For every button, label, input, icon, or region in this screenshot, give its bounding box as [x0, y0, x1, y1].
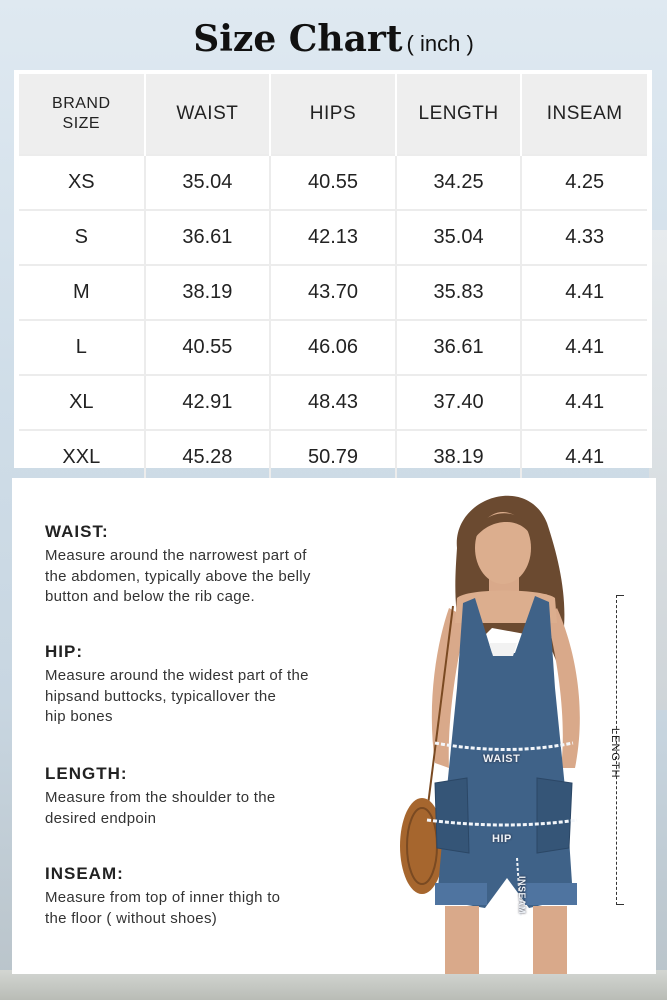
guide-waist-line: Measure around the narrowest part of — [45, 547, 307, 564]
cell-inseam: 4.41 — [521, 320, 647, 375]
model-figure — [397, 478, 656, 974]
cell-size: S — [19, 210, 145, 265]
header-hips: HIPS — [270, 74, 396, 155]
size-table — [19, 74, 647, 484]
cell-inseam: 4.33 — [521, 210, 647, 265]
cell-hips: 48.43 — [270, 375, 396, 430]
guide-hip-heading: HIP: — [45, 642, 83, 661]
guide-waist-line: the abdomen, typically above the belly — [45, 567, 311, 585]
header-inseam: INSEAM — [521, 74, 647, 155]
title-unit: ( inch ) — [406, 31, 474, 56]
guide-length-line: desired endpoin — [45, 809, 157, 827]
cell-waist: 38.19 — [145, 265, 271, 320]
cell-inseam: 4.25 — [521, 155, 647, 210]
figure-label-length: LENGTH — [609, 728, 621, 779]
guide-waist — [45, 522, 375, 608]
cell-inseam: 4.41 — [521, 375, 647, 430]
cell-waist: 35.04 — [145, 155, 271, 210]
table-header-row — [19, 74, 647, 155]
cell-length: 35.83 — [396, 265, 522, 320]
title-main: Size Chart — [193, 18, 403, 60]
header-brand-size — [19, 74, 145, 155]
table-row — [19, 375, 647, 430]
cell-length: 37.40 — [396, 375, 522, 430]
table-row — [19, 265, 647, 320]
guide-length-text — [45, 788, 375, 829]
cell-size: XXL — [19, 430, 145, 484]
guide-inseam-line: Measure from top of inner thigh to — [45, 889, 281, 906]
cell-length: 35.04 — [396, 210, 522, 265]
guide-hip — [45, 642, 375, 728]
header-brand-line1: BRAND — [52, 95, 111, 112]
cell-hips: 50.79 — [270, 430, 396, 484]
cell-hips: 43.70 — [270, 265, 396, 320]
header-waist: WAIST — [145, 74, 271, 155]
guide-length-heading: LENGTH: — [45, 764, 128, 783]
cell-size: XL — [19, 375, 145, 430]
cell-waist: 42.91 — [145, 375, 271, 430]
cell-waist: 40.55 — [145, 320, 271, 375]
background-ground — [0, 970, 667, 1000]
page-title — [0, 18, 667, 60]
cell-size: XS — [19, 155, 145, 210]
guide-inseam-heading: INSEAM: — [45, 864, 124, 883]
guide-hip-text — [45, 666, 375, 728]
table-row — [19, 155, 647, 210]
guide-inseam — [45, 864, 375, 929]
guide-length — [45, 764, 375, 829]
figure-label-waist: WAIST — [483, 753, 521, 765]
cell-inseam: 4.41 — [521, 430, 647, 484]
figure-label-inseam: INSEAM — [517, 876, 527, 915]
header-brand-line2: SIZE — [62, 115, 101, 132]
table-row — [19, 210, 647, 265]
guide-hip-line: hipsand buttocks, typicallover the — [45, 687, 277, 705]
table-row — [19, 430, 647, 484]
cell-hips: 40.55 — [270, 155, 396, 210]
guide-hip-line: Measure around the widest part of the — [45, 667, 309, 684]
guide-hip-line: hip bones — [45, 708, 113, 725]
guide-inseam-text — [45, 888, 375, 929]
cell-hips: 42.13 — [270, 210, 396, 265]
cell-waist: 45.28 — [145, 430, 271, 484]
table-row — [19, 320, 647, 375]
guide-waist-heading: WAIST: — [45, 522, 109, 541]
cell-size: M — [19, 265, 145, 320]
guide-waist-line: button and below the rib cage. — [45, 588, 255, 605]
cell-length: 34.25 — [396, 155, 522, 210]
cell-hips: 46.06 — [270, 320, 396, 375]
figure-label-hip: HIP — [492, 833, 512, 845]
cell-length: 36.61 — [396, 320, 522, 375]
guide-inseam-line: the floor ( without shoes) — [45, 909, 218, 927]
cell-waist: 36.61 — [145, 210, 271, 265]
guide-waist-text — [45, 546, 375, 608]
cell-size: L — [19, 320, 145, 375]
guide-length-line: Measure from the shoulder to the — [45, 789, 276, 806]
cell-length: 38.19 — [396, 430, 522, 484]
size-table-panel — [14, 70, 652, 468]
header-length: LENGTH — [396, 74, 522, 155]
cell-inseam: 4.41 — [521, 265, 647, 320]
measurement-guide-panel — [12, 478, 656, 974]
